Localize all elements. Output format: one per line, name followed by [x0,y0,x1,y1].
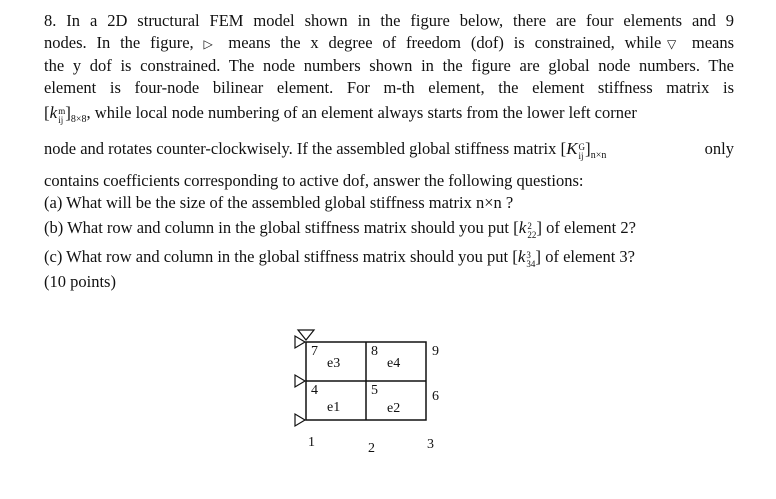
element-stiffness-matrix: [k m ij ]$_{8\times 8}$ [44,103,87,125]
node-label: 9 [432,344,439,359]
element-label: e3 [327,356,341,371]
question-c: (c) What row and column in the global stiffness matrix should you put [k 3 34 ] of element 3? [44,247,635,269]
triangle-down-icon: ▽ [661,36,682,51]
element-label: e1 [327,400,341,415]
fem-mesh [286,320,456,460]
question-a: (a) What will be the size of the assembled global stiffness matrix n×n ? [44,192,514,212]
node-label: 1 [308,435,315,450]
node-label: 8 [371,344,378,359]
triangle-down-icon [298,330,314,340]
line-2: nodes. In the figure, ▷ means the x degree of freedom (dof) is constrained, while▽ means [44,32,735,52]
triangle-right-icon: ▷ [203,36,219,51]
fem-figure [286,320,456,460]
line-4: element is four-node bilinear element. For m-th element, the element stiffness matrix is [44,77,734,97]
line-7: contains coefficients corresponding to active dof, answer the following questions: [44,171,584,190]
points: (10 points) [44,272,116,291]
question-b: (b) What row and column in the global stiffness matrix should you put [k 2 22 ] of element 2? [44,218,636,240]
k22-element2: [k 2 22 ] [513,218,543,240]
line-1: 8. In a 2D structural FEM model shown in the figure below, there are four elements and 9 [44,11,734,30]
global-stiffness-matrix: [K G ij ]$_{n\times n}$ [560,139,607,161]
line-5: [k m ij ]$_{8\times 8}$, while local node numbering of an element always starts from the lower left corner [44,103,637,125]
triangle-right-icon [295,414,305,426]
node-label: 5 [371,383,378,398]
node-label: 6 [432,389,439,404]
element-label: e4 [387,356,401,371]
question-text [44,10,734,293]
element-label: e2 [387,401,401,416]
line-6: node and rotates counter-clockwisely. If the assembled global stiffness matrix [K G ij ]$_{n\times n}$ only [44,139,734,161]
node-label: 3 [427,437,434,452]
node-label: 4 [311,383,318,398]
k34-element3: [k 3 34 ] [512,247,542,269]
line-3: the y dof is constrained. The node numbers shown in the figure are global node numbers. The [44,56,734,75]
triangle-right-icon [295,375,305,387]
node-label: 2 [368,441,375,456]
node-label: 7 [311,344,318,359]
